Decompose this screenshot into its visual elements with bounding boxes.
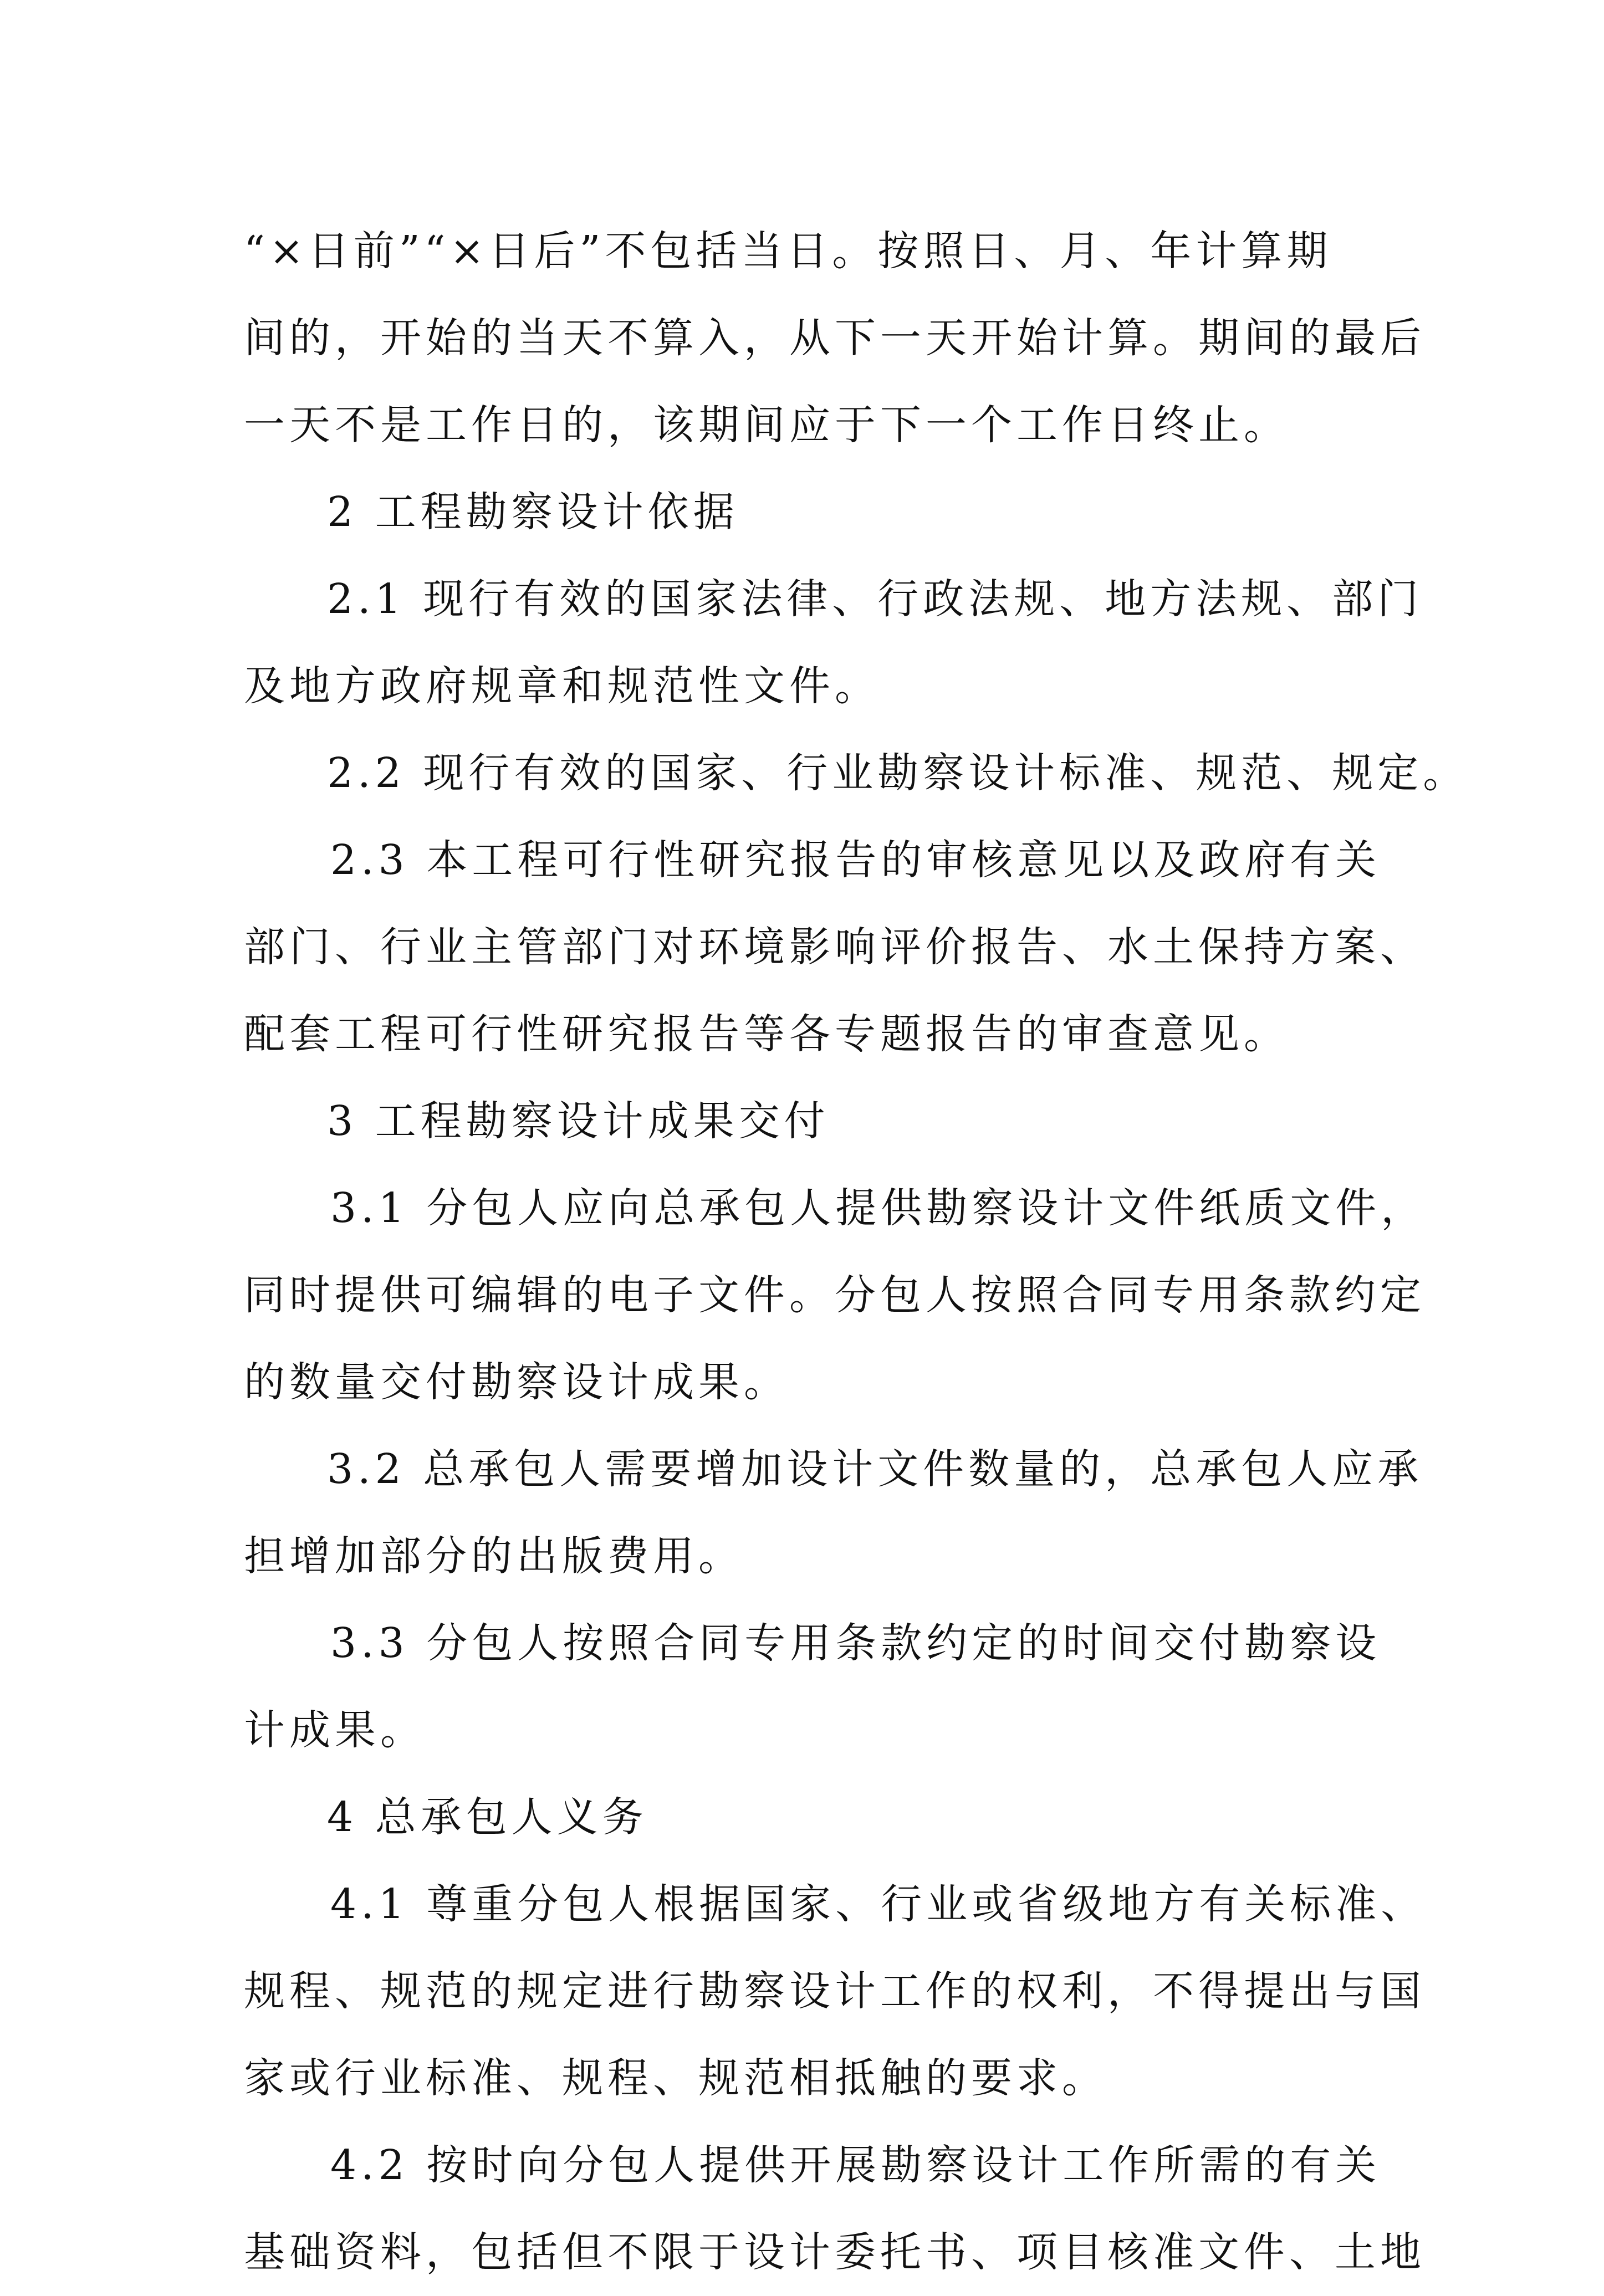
section-heading-4: 4 总承包人义务 [327,1793,648,1841]
paragraph-line: 配套工程可行性研究报告等各专题报告的审查意见。 [244,1010,1289,1058]
paragraph-line: 一天不是工作日的，该期间应于下一个工作日终止。 [244,401,1289,449]
section-heading-3: 3 工程勘察设计成果交付 [327,1097,830,1145]
paragraph-line: 及地方政府规章和规范性文件。 [244,662,880,710]
clause-3-3: 3.3 分包人按照合同专用条款约定的时间交付勘察设 [330,1619,1381,1667]
clause-3-1: 3.1 分包人应向总承包人提供勘察设计文件纸质文件， [330,1184,1427,1232]
clause-3-2: 3.2 总承包人需要增加设计文件数量的，总承包人应承 [327,1445,1423,1493]
paragraph-line: 规程、规范的规定进行勘察设计工作的权利，不得提出与国 [244,1967,1426,2015]
clause-4-2: 4.2 按时向分包人提供开展勘察设计工作所需的有关 [330,2141,1381,2189]
paragraph-line: 间的，开始的当天不算入，从下一天开始计算。期间的最后 [244,314,1426,362]
clause-4-1: 4.1 尊重分包人根据国家、行业或省级地方有关标准、 [330,1880,1427,1928]
paragraph-line: 计成果。 [244,1706,426,1754]
clause-2-1: 2.1 现行有效的国家法律、行政法规、地方法规、部门 [327,575,1423,623]
paragraph-line: 部门、行业主管部门对环境影响评价报告、水土保持方案、 [244,923,1426,971]
paragraph-line: 的数量交付勘察设计成果。 [244,1358,789,1406]
clause-2-3: 2.3 本工程可行性研究报告的审核意见以及政府有关 [330,836,1381,884]
document-body [244,208,1469,2296]
paragraph-line: “×日前”“×日后”不包括当日。按照日、月、年计算期 [244,227,1332,275]
paragraph-line: 基础资料，包括但不限于设计委托书、项目核准文件、土地 [244,2228,1426,2276]
paragraph-line: 同时提供可编辑的电子文件。分包人按照合同专用条款约定 [244,1271,1426,1319]
paragraph-line: 担增加部分的出版费用。 [244,1532,744,1580]
paragraph-line: 家或行业标准、规程、规范相抵触的要求。 [244,2054,1107,2102]
section-heading-2: 2 工程勘察设计依据 [327,488,739,536]
clause-2-2: 2.2 现行有效的国家、行业勘察设计标准、规范、规定。 [327,749,1469,797]
